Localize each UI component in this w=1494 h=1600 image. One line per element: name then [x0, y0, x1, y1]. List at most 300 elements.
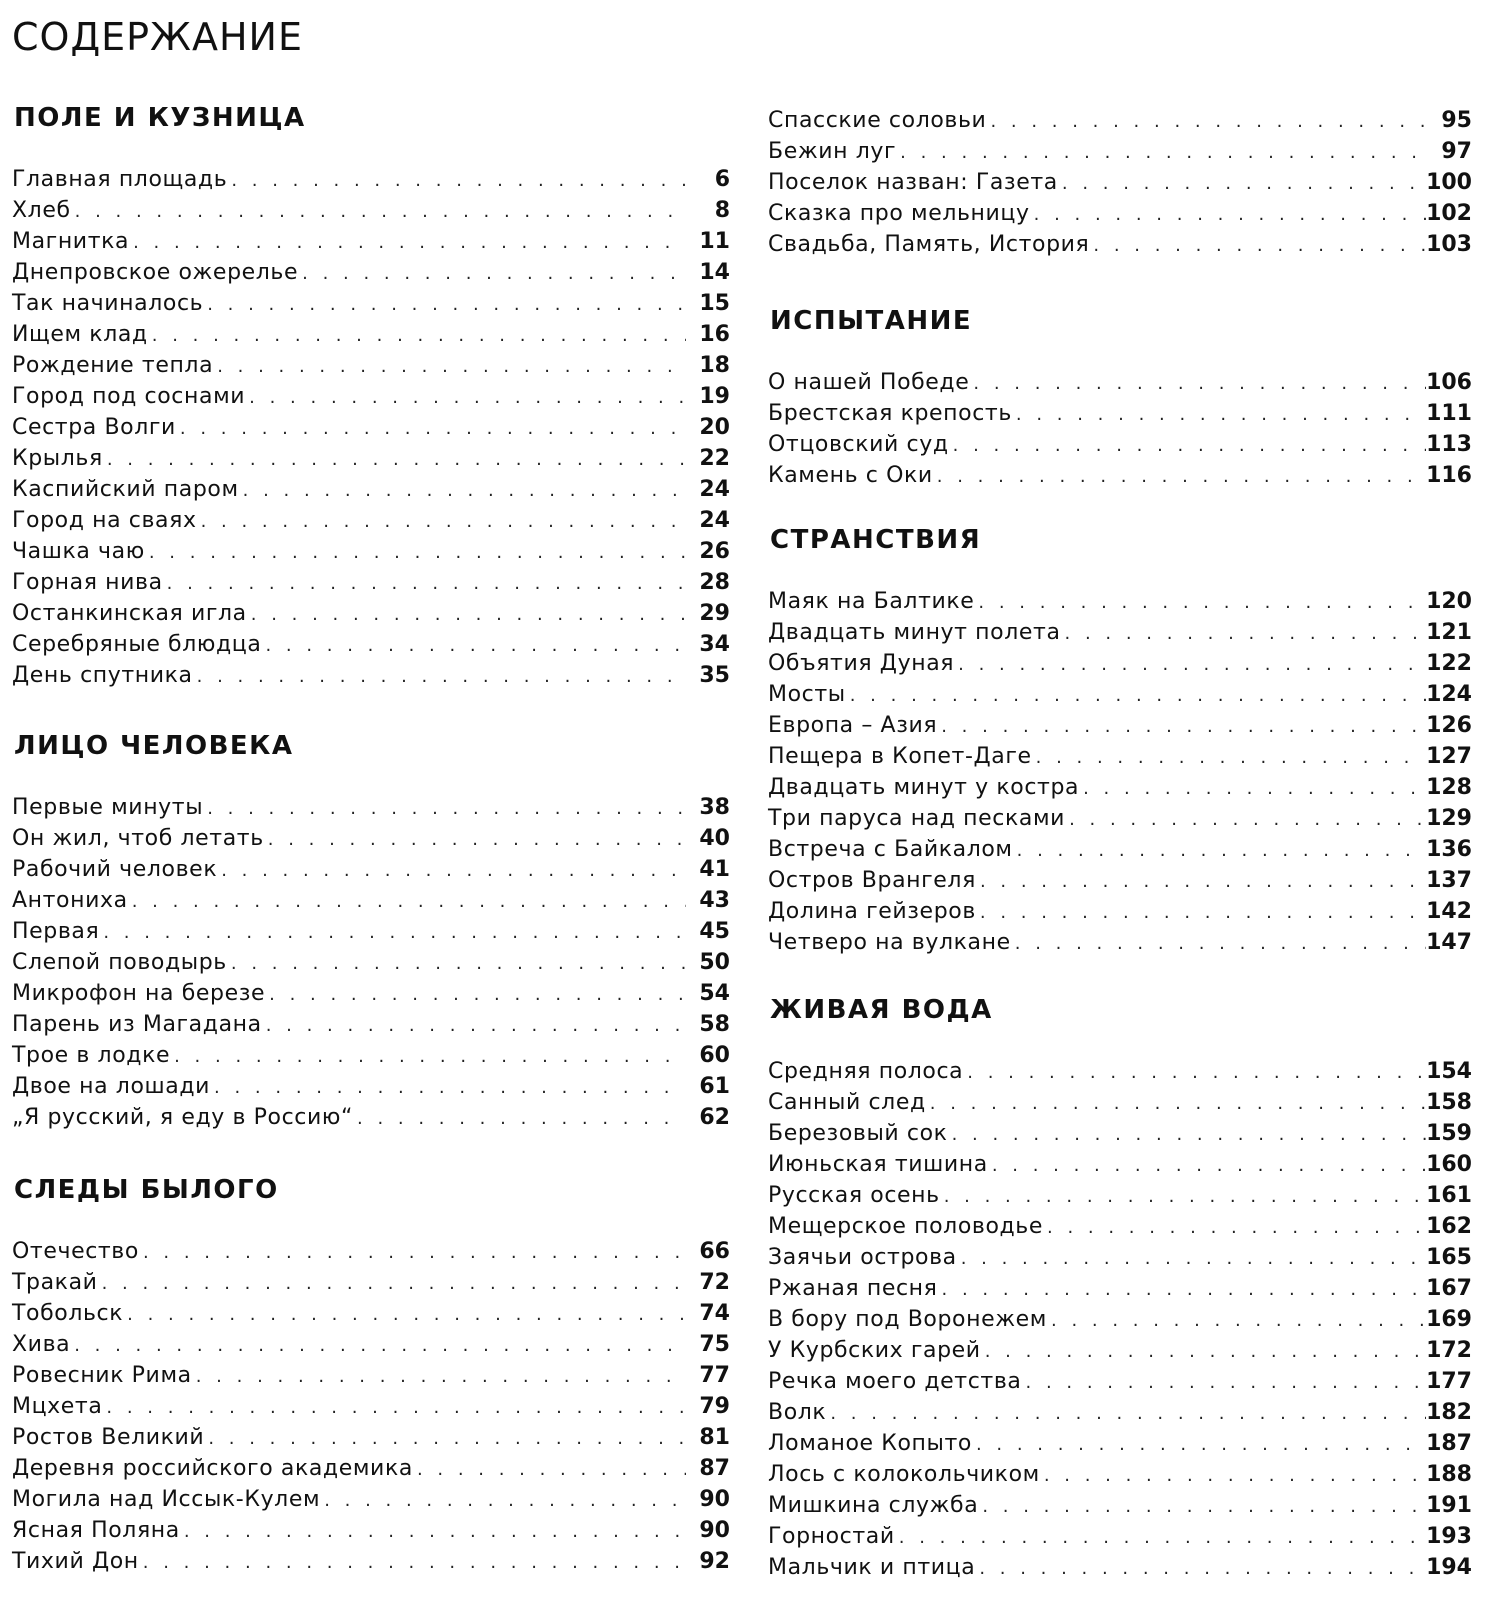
toc-entry[interactable]: [12, 164, 730, 195]
entry-title: Русская осень: [768, 1183, 940, 1208]
entry-page-number: 177: [1426, 1369, 1472, 1394]
entry-page-number: 45: [699, 919, 730, 944]
toc-entry[interactable]: [12, 505, 730, 536]
entry-page-number: 136: [1426, 837, 1472, 862]
entry-page-number: 187: [1426, 1431, 1472, 1456]
entry-page-number: 22: [699, 446, 730, 471]
entry-title: Тобольск: [12, 1301, 124, 1326]
entry-title: Серебряные блюдца: [12, 632, 262, 657]
entry-title: Свадьба, Память, История: [768, 232, 1090, 257]
toc-entry[interactable]: [12, 288, 730, 319]
entry-title: Каспийский паром: [12, 477, 239, 502]
section-continued: [768, 43, 1472, 260]
toc-entry[interactable]: [768, 229, 1472, 260]
toc-entry[interactable]: [768, 1180, 1472, 1211]
entry-page-number: 50: [699, 950, 730, 975]
entry-title: Средняя полоса: [768, 1059, 964, 1084]
entry-title: Ясная Поляна: [12, 1518, 180, 1543]
dot-leader: [1034, 199, 1426, 230]
dot-leader: [251, 599, 686, 630]
section-litso-cheloveka: [12, 730, 730, 1133]
toc-entry[interactable]: [12, 567, 730, 598]
toc-entry[interactable]: [12, 350, 730, 381]
entry-title: Отцовский суд: [768, 432, 949, 457]
entry-page-number: 6: [714, 167, 730, 192]
entry-page-number: 18: [699, 353, 730, 378]
dot-leader: [214, 1072, 686, 1103]
entry-page-number: 106: [1426, 370, 1472, 395]
entry-page-number: 169: [1426, 1307, 1472, 1332]
entry-page-number: 127: [1426, 744, 1472, 769]
entry-page-number: 38: [699, 795, 730, 820]
entry-page-number: 97: [1441, 139, 1472, 164]
entry-page-number: 128: [1426, 775, 1472, 800]
toc-entry-list: [768, 367, 1472, 491]
entry-page-number: 165: [1426, 1245, 1472, 1270]
entry-title: Парень из Магадана: [12, 1012, 262, 1037]
entry-title: Деревня российского академика: [12, 1456, 413, 1481]
entry-page-number: 103: [1426, 232, 1472, 257]
entry-page-number: 66: [699, 1239, 730, 1264]
toc-entry[interactable]: [768, 1335, 1472, 1366]
entry-title: Волк: [768, 1400, 827, 1425]
toc-entry[interactable]: [768, 896, 1472, 927]
entry-page-number: 35: [699, 663, 730, 688]
dot-leader: [1065, 618, 1427, 649]
dot-leader: [132, 886, 686, 917]
entry-page-number: 60: [699, 1043, 730, 1068]
entry-page-number: 137: [1426, 868, 1472, 893]
toc-entry[interactable]: [768, 1366, 1472, 1397]
toc-entry[interactable]: [768, 398, 1472, 429]
dot-leader: [167, 568, 686, 599]
entry-title: Двадцать минут у костра: [768, 775, 1080, 800]
entry-title: Он жил, чтоб летать: [12, 826, 264, 851]
toc-entry[interactable]: [12, 443, 730, 474]
entry-title: Так начиналось: [12, 291, 204, 316]
toc-entry[interactable]: [768, 865, 1472, 896]
entry-title: Горная нива: [12, 570, 163, 595]
dot-leader: [107, 444, 686, 475]
dot-leader: [201, 506, 686, 537]
toc-entry[interactable]: [12, 195, 730, 226]
toc-entry[interactable]: [768, 803, 1472, 834]
toc-entry-list: [12, 792, 730, 1133]
entry-page-number: 16: [699, 322, 730, 347]
dot-leader: [417, 1454, 686, 1485]
entry-title: Тракай: [12, 1270, 98, 1295]
entry-title: Мишкина служба: [768, 1493, 979, 1518]
toc-entry[interactable]: [12, 916, 730, 947]
toc-entry-list: [768, 586, 1472, 958]
entry-page-number: 142: [1426, 899, 1472, 924]
entry-page-number: 92: [699, 1549, 730, 1574]
dot-leader: [937, 461, 1426, 492]
toc-entry[interactable]: [768, 460, 1472, 491]
entry-page-number: 160: [1426, 1152, 1472, 1177]
entry-page-number: 11: [699, 229, 730, 254]
dot-leader: [953, 430, 1426, 461]
dot-leader: [979, 1553, 1426, 1584]
toc-entry-list: [12, 164, 730, 691]
entry-title: Лось с колокольчиком: [768, 1462, 1040, 1487]
entry-page-number: 20: [699, 415, 730, 440]
section-title: ИСПЫТАНИЕ: [770, 306, 973, 336]
entry-title: Горностай: [768, 1524, 895, 1549]
toc-entry[interactable]: [768, 617, 1472, 648]
entry-page-number: 28: [699, 570, 730, 595]
toc-entry[interactable]: [12, 823, 730, 854]
entry-page-number: 72: [699, 1270, 730, 1295]
page-title: СОДЕРЖАНИЕ: [12, 15, 303, 59]
toc-entry[interactable]: [768, 1428, 1472, 1459]
entry-title: Рабочий человек: [12, 857, 218, 882]
toc-entry[interactable]: [768, 648, 1472, 679]
entry-title: Главная площадь: [12, 167, 228, 192]
dot-leader: [992, 1150, 1426, 1181]
toc-entry[interactable]: [12, 536, 730, 567]
toc-entry[interactable]: [12, 381, 730, 412]
dot-leader: [302, 258, 686, 289]
entry-title: У Курбских гарей: [768, 1338, 981, 1363]
entry-page-number: 15: [699, 291, 730, 316]
entry-title: Магнитка: [12, 229, 130, 254]
dot-leader: [942, 1274, 1427, 1305]
dot-leader: [74, 1330, 686, 1361]
entry-page-number: 40: [699, 826, 730, 851]
entry-title: Пещера в Копет-Даге: [768, 744, 1032, 769]
dot-leader: [196, 1361, 686, 1392]
dot-leader: [149, 537, 686, 568]
dot-leader: [207, 289, 686, 320]
entry-title: Трое в лодке: [12, 1043, 171, 1068]
toc-entry[interactable]: [12, 226, 730, 257]
dot-leader: [973, 368, 1426, 399]
dot-leader: [985, 1336, 1426, 1367]
toc-entry[interactable]: [12, 885, 730, 916]
entry-page-number: 24: [699, 508, 730, 533]
entry-page-number: 74: [699, 1301, 730, 1326]
entry-page-number: 54: [699, 981, 730, 1006]
dot-leader: [231, 165, 686, 196]
toc-entry[interactable]: [12, 1329, 730, 1360]
entry-title: Микрофон на березе: [12, 981, 266, 1006]
entry-page-number: 147: [1426, 930, 1472, 955]
dot-leader: [944, 1181, 1426, 1212]
toc-entry[interactable]: [768, 710, 1472, 741]
dot-leader: [941, 711, 1426, 742]
dot-leader: [1083, 773, 1426, 804]
entry-page-number: 111: [1426, 401, 1472, 426]
toc-entry[interactable]: [768, 1552, 1472, 1583]
toc-entry[interactable]: [12, 947, 730, 978]
entry-page-number: 129: [1426, 806, 1472, 831]
entry-title: Долина гейзеров: [768, 899, 976, 924]
dot-leader: [982, 1491, 1426, 1522]
dot-leader: [900, 137, 1428, 168]
entry-page-number: 188: [1426, 1462, 1472, 1487]
dot-leader: [143, 1547, 686, 1578]
dot-leader: [208, 1423, 686, 1454]
entry-page-number: 77: [699, 1363, 730, 1388]
entry-title: Маяк на Балтике: [768, 589, 975, 614]
toc-entry[interactable]: [12, 1267, 730, 1298]
entry-title: Мальчик и птица: [768, 1555, 976, 1580]
section-sledy-bylogo: [12, 1174, 730, 1577]
toc-entry[interactable]: [12, 1102, 730, 1133]
entry-title: Город под соснами: [12, 384, 246, 409]
dot-leader: [133, 227, 686, 258]
section-ispytanie: [768, 305, 1472, 491]
dot-leader: [967, 1057, 1426, 1088]
dot-leader: [184, 1516, 686, 1547]
toc-entry[interactable]: [768, 1056, 1472, 1087]
toc-entry[interactable]: [12, 1546, 730, 1577]
dot-leader: [899, 1522, 1426, 1553]
entry-page-number: 158: [1426, 1090, 1472, 1115]
toc-entry[interactable]: [12, 1453, 730, 1484]
entry-title: Двое на лошади: [12, 1074, 211, 1099]
entry-page-number: 122: [1426, 651, 1472, 676]
toc-entry[interactable]: [768, 105, 1472, 136]
toc-entry[interactable]: [768, 1273, 1472, 1304]
toc-entry[interactable]: [12, 1391, 730, 1422]
toc-entry[interactable]: [768, 927, 1472, 958]
entry-title: Первая: [12, 919, 100, 944]
entry-title: Остров Врангеля: [768, 868, 976, 893]
entry-page-number: 26: [699, 539, 730, 564]
entry-title: Встреча с Байкалом: [768, 837, 1013, 862]
toc-entry[interactable]: [768, 772, 1472, 803]
toc-entry[interactable]: [768, 1242, 1472, 1273]
dot-leader: [980, 897, 1426, 928]
entry-page-number: 34: [699, 632, 730, 657]
dot-leader: [265, 630, 686, 661]
toc-entry[interactable]: [768, 1211, 1472, 1242]
entry-page-number: 159: [1426, 1121, 1472, 1146]
toc-entry-list: [12, 1236, 730, 1577]
entry-title: Мосты: [768, 682, 846, 707]
entry-page-number: 167: [1426, 1276, 1472, 1301]
toc-entry[interactable]: [768, 167, 1472, 198]
dot-leader: [1026, 1367, 1427, 1398]
toc-entry[interactable]: [768, 1490, 1472, 1521]
section-stranstviya: [768, 524, 1472, 958]
entry-title: Хива: [12, 1332, 71, 1357]
toc-entry[interactable]: [768, 1118, 1472, 1149]
section-title: СЛЕДЫ БЫЛОГО: [14, 1175, 279, 1205]
dot-leader: [1036, 742, 1426, 773]
entry-title: Ростов Великий: [12, 1425, 205, 1450]
toc-entry[interactable]: [12, 1040, 730, 1071]
toc-entry[interactable]: [12, 1515, 730, 1546]
entry-page-number: 154: [1426, 1059, 1472, 1084]
toc-entry[interactable]: [768, 679, 1472, 710]
entry-title: Двадцать минут полета: [768, 620, 1061, 645]
dot-leader: [976, 1429, 1426, 1460]
dot-leader: [1017, 835, 1426, 866]
entry-page-number: 120: [1426, 589, 1472, 614]
toc-entry[interactable]: [12, 1298, 730, 1329]
section-title: ПОЛЕ И КУЗНИЦА: [14, 103, 306, 133]
entry-page-number: 43: [699, 888, 730, 913]
entry-title: Останкинская игла: [12, 601, 247, 626]
dot-leader: [231, 948, 686, 979]
entry-title: О нашей Победе: [768, 370, 970, 395]
entry-title: Мцхета: [12, 1394, 103, 1419]
entry-title: Ищем клад: [12, 322, 148, 347]
entry-page-number: 61: [699, 1074, 730, 1099]
entry-title: Ржаная песня: [768, 1276, 938, 1301]
toc-entry-list: [768, 1056, 1472, 1583]
toc-entry[interactable]: [12, 474, 730, 505]
dot-leader: [103, 917, 686, 948]
dot-leader: [830, 1398, 1426, 1429]
entry-page-number: 8: [714, 198, 730, 223]
entry-page-number: 90: [699, 1518, 730, 1543]
dot-leader: [268, 824, 686, 855]
toc-entry[interactable]: [12, 792, 730, 823]
dot-leader: [958, 649, 1426, 680]
entry-page-number: 182: [1426, 1400, 1472, 1425]
entry-page-number: 81: [699, 1425, 730, 1450]
dot-leader: [990, 106, 1428, 137]
entry-page-number: 62: [699, 1105, 730, 1130]
entry-title: Слепой поводырь: [12, 950, 227, 975]
entry-page-number: 124: [1426, 682, 1472, 707]
toc-entry[interactable]: [12, 257, 730, 288]
dot-leader: [1047, 1212, 1426, 1243]
dot-leader: [324, 1485, 686, 1516]
entry-title: День спутника: [12, 663, 193, 688]
toc-entry-list: [768, 105, 1472, 260]
toc-entry[interactable]: [12, 978, 730, 1009]
entry-title: Камень с Оки: [768, 463, 933, 488]
dot-leader: [269, 979, 686, 1010]
entry-title: Ломаное Копыто: [768, 1431, 972, 1456]
toc-entry[interactable]: [12, 629, 730, 660]
entry-title: Рождение тепла: [12, 353, 214, 378]
entry-page-number: 172: [1426, 1338, 1472, 1363]
dot-leader: [207, 793, 686, 824]
entry-page-number: 113: [1426, 432, 1472, 457]
toc-entry[interactable]: [12, 1484, 730, 1515]
toc-entry[interactable]: [12, 412, 730, 443]
section-title: ЛИЦО ЧЕЛОВЕКА: [14, 731, 294, 761]
entry-page-number: 126: [1426, 713, 1472, 738]
entry-title: Заячьи острова: [768, 1245, 957, 1270]
dot-leader: [1069, 804, 1426, 835]
dot-leader: [243, 475, 686, 506]
toc-entry[interactable]: [768, 741, 1472, 772]
entry-title: Европа – Азия: [768, 713, 938, 738]
toc-entry[interactable]: [768, 429, 1472, 460]
dot-leader: [217, 351, 686, 382]
dot-leader: [106, 1392, 686, 1423]
entry-page-number: 19: [699, 384, 730, 409]
entry-title: Днепровское ожерелье: [12, 260, 299, 285]
entry-page-number: 87: [699, 1456, 730, 1481]
entry-page-number: 41: [699, 857, 730, 882]
toc-entry[interactable]: [12, 660, 730, 691]
toc-entry[interactable]: [768, 1459, 1472, 1490]
entry-title: Первые минуты: [12, 795, 204, 820]
entry-title: Бежин луг: [768, 139, 897, 164]
dot-leader: [1062, 168, 1426, 199]
dot-leader: [127, 1299, 686, 1330]
dot-leader: [221, 855, 686, 886]
toc-entry[interactable]: [768, 586, 1472, 617]
toc-entry[interactable]: [768, 198, 1472, 229]
toc-entry[interactable]: [12, 1422, 730, 1453]
toc-entry[interactable]: [768, 136, 1472, 167]
entry-page-number: 90: [699, 1487, 730, 1512]
dot-leader: [1044, 1460, 1426, 1491]
entry-title: Антониха: [12, 888, 128, 913]
dot-leader: [102, 1268, 686, 1299]
entry-title: Поселок назван: Газета: [768, 170, 1058, 195]
entry-title: Мещерское половодье: [768, 1214, 1044, 1239]
entry-page-number: 100: [1426, 170, 1472, 195]
entry-page-number: 29: [699, 601, 730, 626]
toc-entry[interactable]: [768, 367, 1472, 398]
section-title: ЖИВАЯ ВОДА: [770, 995, 993, 1025]
toc-entry[interactable]: [12, 319, 730, 350]
entry-title: Три паруса над песками: [768, 806, 1066, 831]
dot-leader: [980, 866, 1426, 897]
toc-entry[interactable]: [12, 598, 730, 629]
toc-entry[interactable]: [768, 834, 1472, 865]
dot-leader: [961, 1243, 1426, 1274]
entry-page-number: 24: [699, 477, 730, 502]
entry-title: Ровесник Рима: [12, 1363, 192, 1388]
toc-entry[interactable]: [12, 1071, 730, 1102]
entry-title: Речка моего детства: [768, 1369, 1022, 1394]
entry-title: Санный след: [768, 1090, 926, 1115]
section-pole-i-kuznitsa: [12, 102, 730, 691]
dot-leader: [850, 680, 1426, 711]
entry-title: Брестская крепость: [768, 401, 1012, 426]
dot-leader: [357, 1103, 686, 1134]
section-title: [770, 43, 1472, 75]
toc-entry[interactable]: [12, 1009, 730, 1040]
entry-title: Хлеб: [12, 198, 71, 223]
dot-leader: [197, 661, 686, 692]
dot-leader: [978, 587, 1426, 618]
entry-title: Чашка чаю: [12, 539, 145, 564]
toc-entry[interactable]: [768, 1397, 1472, 1428]
toc-entry[interactable]: [768, 1304, 1472, 1335]
toc-entry[interactable]: [768, 1149, 1472, 1180]
entry-page-number: 193: [1426, 1524, 1472, 1549]
toc-entry[interactable]: [768, 1087, 1472, 1118]
dot-leader: [930, 1088, 1426, 1119]
entry-title: Березовый сок: [768, 1121, 948, 1146]
entry-title: Крылья: [12, 446, 103, 471]
toc-entry[interactable]: [12, 1236, 730, 1267]
entry-title: В бору под Воронежем: [768, 1307, 1047, 1332]
dot-leader: [1015, 928, 1426, 959]
entry-page-number: 161: [1426, 1183, 1472, 1208]
entry-page-number: 194: [1426, 1555, 1472, 1580]
entry-page-number: 162: [1426, 1214, 1472, 1239]
toc-entry[interactable]: [12, 854, 730, 885]
entry-title: Отечество: [12, 1239, 139, 1264]
toc-entry[interactable]: [768, 1521, 1472, 1552]
toc-entry[interactable]: [12, 1360, 730, 1391]
entry-title: Объятия Дуная: [768, 651, 955, 676]
section-title: СТРАНСТВИЯ: [770, 525, 982, 555]
